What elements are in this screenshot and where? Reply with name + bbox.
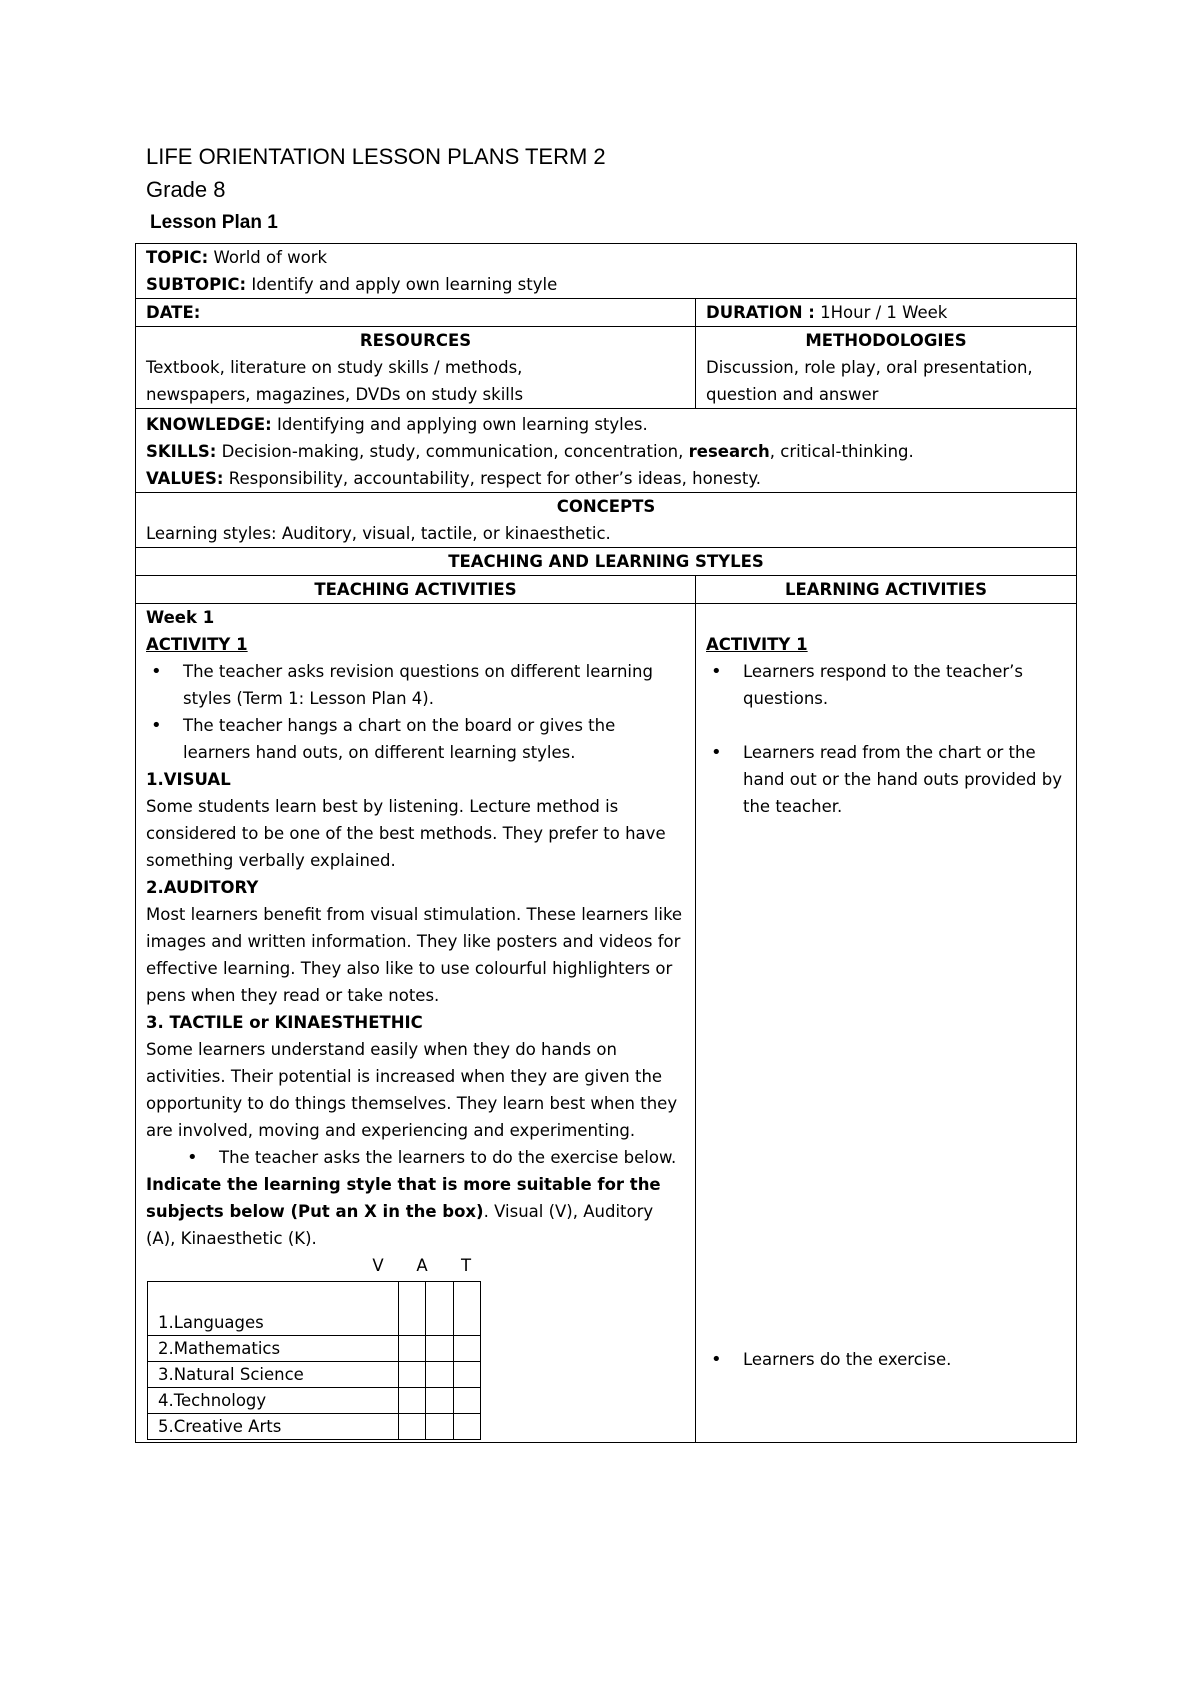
table-row (148, 1282, 481, 1336)
teaching-bullet-2: • The teacher hangs a chart on the board or gives the learners hand outs, on different learning styles. (183, 712, 685, 766)
instruction-rest: . Visual (V), Auditory (A), Kinaesthetic (K). (146, 1202, 654, 1248)
checkbox-t[interactable] (453, 1336, 480, 1362)
skills-value-a: Decision-making, study, communication, concentration, (216, 442, 689, 461)
date-cell (136, 299, 696, 327)
col-header-t: T (460, 1256, 472, 1275)
checkbox-t[interactable] (453, 1414, 480, 1440)
kvs-cell (136, 409, 1077, 493)
vat-column-headers (146, 1252, 685, 1279)
learning-bullets-2 (706, 1346, 1066, 1373)
checkbox-v[interactable] (398, 1414, 425, 1440)
knowledge-label: KNOWLEDGE: (146, 415, 272, 434)
concepts-cell (136, 493, 1077, 548)
checkbox-v[interactable] (398, 1336, 425, 1362)
topic-value: World of work (208, 248, 328, 267)
resources-heading: RESOURCES (359, 331, 472, 350)
subject-cell: 4.Technology (148, 1388, 399, 1414)
subject-cell: 1.Languages (148, 1282, 399, 1336)
learning-bullet-1: • Learners respond to the teacher’s questions. (743, 658, 1066, 712)
tactile-heading: 3. TACTILE or KINAESTHETHIC (146, 1013, 423, 1032)
checkbox-v[interactable] (398, 1282, 425, 1336)
teaching-bullet-3: • The teacher asks the learners to do the exercise below. (219, 1144, 685, 1171)
topic-row (136, 244, 1077, 299)
table-row (148, 1336, 481, 1362)
concepts-heading: CONCEPTS (556, 497, 656, 516)
concepts-text: Learning styles: Auditory, visual, tactile, or kinaesthetic. (146, 524, 611, 543)
learning-activities-cell (696, 604, 1077, 1443)
knowledge-value: Identifying and applying own learning styles. (271, 415, 648, 434)
checkbox-v[interactable] (398, 1362, 425, 1388)
auditory-heading: 2.AUDITORY (146, 878, 259, 897)
methodologies-line-1: Discussion, role play, oral presentation, (706, 358, 1033, 377)
teaching-bullets-2 (146, 1144, 685, 1171)
grade-heading: Grade 8 (146, 177, 226, 202)
values-label: VALUES: (146, 469, 224, 488)
duration-value: 1Hour / 1 Week (814, 303, 948, 322)
kvs-row (136, 409, 1077, 493)
learning-style-exercise-table (147, 1281, 481, 1440)
teaching-activities-cell (136, 604, 696, 1443)
checkbox-t[interactable] (453, 1282, 480, 1336)
methodologies-cell (696, 327, 1077, 409)
date-label: DATE: (146, 303, 201, 322)
subject-cell: 2.Mathematics (148, 1336, 399, 1362)
checkbox-t[interactable] (453, 1362, 480, 1388)
learning-bullet-3: • Learners do the exercise. (743, 1346, 1066, 1373)
values-value: Responsibility, accountability, respect for other’s ideas, honesty. (223, 469, 762, 488)
duration-cell (696, 299, 1077, 327)
table-row (148, 1388, 481, 1414)
subtopic-value: Identify and apply own learning style (246, 275, 558, 294)
concepts-row (136, 493, 1077, 548)
checkbox-t[interactable] (453, 1388, 480, 1414)
visual-text: Some students learn best by listening. Lecture method is considered to be one of the best methods. They prefer to have something verbally explained. (146, 797, 666, 870)
checkbox-a[interactable] (426, 1336, 453, 1362)
table-row (148, 1414, 481, 1440)
tls-heading-row (136, 548, 1077, 576)
activities-heading-row (136, 576, 1077, 604)
subtopic-label: SUBTOPIC: (146, 275, 247, 294)
teaching-activity-title: ACTIVITY 1 (146, 635, 248, 654)
checkbox-v[interactable] (398, 1388, 425, 1414)
learning-bullets (706, 658, 1066, 820)
checkbox-a[interactable] (426, 1362, 453, 1388)
skills-value-b: , critical-thinking. (769, 442, 914, 461)
week-label: Week 1 (146, 608, 215, 627)
lesson-plan-heading: Lesson Plan 1 (150, 212, 278, 233)
resources-line-1: Textbook, literature on study skills / methods, (146, 358, 523, 377)
subject-cell: 5.Creative Arts (148, 1414, 399, 1440)
skills-label: SKILLS: (146, 442, 217, 461)
tactile-text: Some learners understand easily when they do hands on activities. Their potential is increased when they are given the opportunity to do things themselves. They learn best when they are involved, moving and experiencing and experimenting. (146, 1040, 678, 1140)
teaching-bullets (146, 658, 685, 766)
methodologies-heading: METHODOLOGIES (805, 331, 967, 350)
instruction-bold: Indicate the learning style that is more suitable for the subjects below (Put an X in the box) (146, 1175, 661, 1221)
lesson-plan-table (135, 243, 1077, 1443)
exercise-instruction (146, 1171, 685, 1252)
auditory-text: Most learners benefit from visual stimulation. These learners like images and written information. They like posters and videos for effective learning. They also like to use colourful highlighters or pens when they read or take notes. (146, 905, 683, 1005)
learning-activities-heading: LEARNING ACTIVITIES (696, 576, 1077, 604)
date-row (136, 299, 1077, 327)
teaching-activities-heading: TEACHING ACTIVITIES (136, 576, 696, 604)
learning-activity-title: ACTIVITY 1 (706, 635, 808, 654)
checkbox-a[interactable] (426, 1388, 453, 1414)
methodologies-line-2: question and answer (706, 385, 879, 404)
subject-cell: 3.Natural Science (148, 1362, 399, 1388)
tls-heading: TEACHING AND LEARNING STYLES (136, 548, 1077, 576)
col-header-v: V (372, 1256, 384, 1275)
resources-cell (136, 327, 696, 409)
visual-heading: 1.VISUAL (146, 770, 231, 789)
col-header-a: A (416, 1256, 428, 1275)
checkbox-a[interactable] (426, 1282, 453, 1336)
resources-row (136, 327, 1077, 409)
teaching-bullet-1: • The teacher asks revision questions on different learning styles (Term 1: Lesson Plan 4). (183, 658, 685, 712)
topic-label: TOPIC: (146, 248, 209, 267)
document-title: LIFE ORIENTATION LESSON PLANS TERM 2 (146, 144, 606, 169)
checkbox-a[interactable] (426, 1414, 453, 1440)
topic-cell (136, 244, 1077, 299)
activities-row (136, 604, 1077, 1443)
duration-label: DURATION : (706, 303, 815, 322)
learning-bullet-2: • Learners read from the chart or the hand out or the hand outs provided by the teacher. (743, 739, 1066, 820)
resources-line-2: newspapers, magazines, DVDs on study skills (146, 385, 524, 404)
table-row (148, 1362, 481, 1388)
skills-bold: research (688, 442, 770, 461)
